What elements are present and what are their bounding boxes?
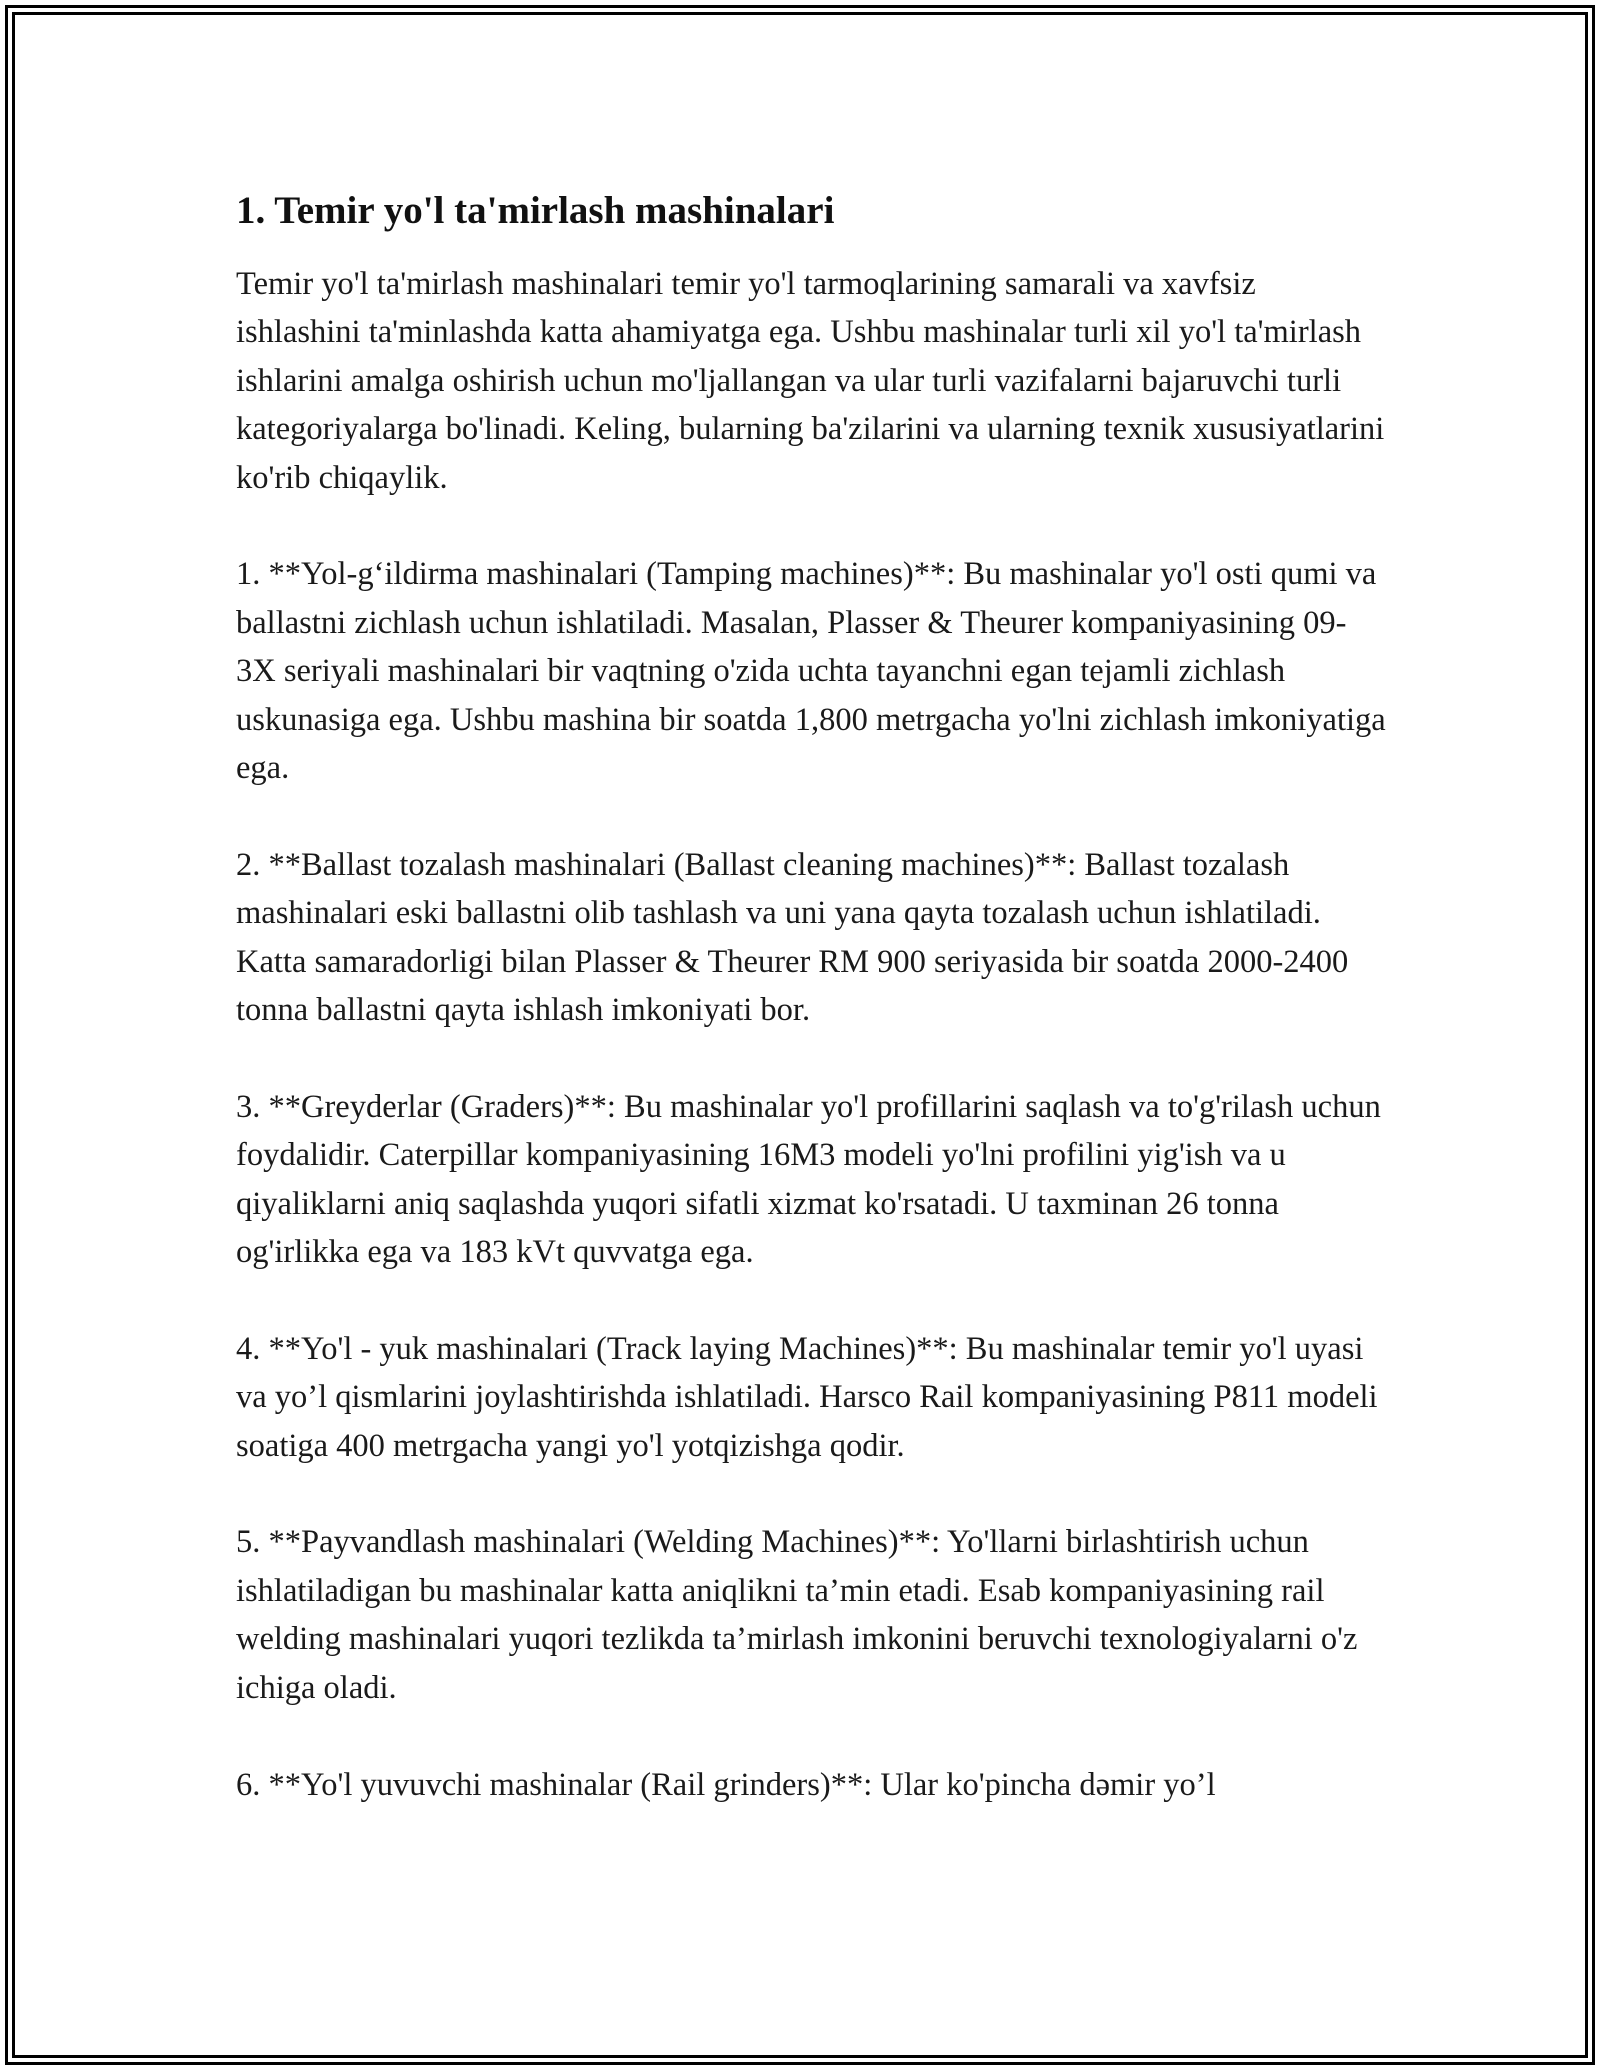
- list-item-welding: 5. **Payvandlash mashinalari (Welding Machines)**: Yo'llarni birlashtirish uchun ishlatiladigan bu mashinalar katta aniqlikni ta’min etadi. Esab kompaniyasining rail welding mashinalari yuqori tezlikda ta’mirlash imkonini beruvchi texnologiyalarni o'z ichiga oladi.: [236, 1524, 1358, 1706]
- list-item-tamping: 1. **Yol-g‘ildirma mashinalari (Tamping machines)**: Bu mashinalar yo'l osti qumi va ballastni zichlash uchun ishlatiladi. Masalan, Plasser & Theurer kompaniyasining 09-3X seriyali mashinalari bir vaqtning o'zida uchta tayanchni egan tejamli zichlash uskunasiga ega. Ushbu mashina bir soatda 1,800 metrgacha yo'lni zichlash imkoniyatiga ega.: [236, 556, 1386, 787]
- list-item-graders: 3. **Greyderlar (Graders)**: Bu mashinalar yo'l profillarini saqlash va to'g'rilash uchun foydalidir. Caterpillar kompaniyasining 16M3 modeli yo'lni profilini yig'ish va u qiyaliklarni aniq saqlashda yuqori sifatli xizmat ko'rsatadi. U taxminan 26 tonna og'irlikka ega va 183 kVt quvvatga ega.: [236, 1088, 1381, 1271]
- document-title: 1. Temir yo'l ta'mirlash mashinalari: [236, 189, 835, 232]
- document-body: [236, 186, 1386, 1809]
- list-item-ballast-cleaning: 2. **Ballast tozalash mashinalari (Ballast cleaning machines)**: Ballast tozalash mashinalari eski ballastni olib tashlash va uni yana qayta tozalash uchun ishlatiladi. Katta samaradorligi bilan Plasser & Theurer RM 900 seriyasida bir soatda 2000-2400 tonna ballastni qayta ishlash imkoniyati bor.: [236, 846, 1349, 1029]
- intro-paragraph: Temir yo'l ta'mirlash mashinalari temir yo'l tarmoqlarining samarali va xavfsiz ishlashini ta'minlashda katta ahamiyatga ega. Ushbu mashinalar turli xil yo'l ta'mirlash ishlarini amalga oshirish uchun mo'ljallangan va ular turli vazifalarni bajaruvchi turli kategoriyalarga bo'linadi. Keling, bularning ba'zilarini va ularning texnik xususiyatlarini ko'rib chiqaylik.: [236, 266, 1385, 496]
- list-item-rail-grinders: 6. **Yo'l yuvuvchi mashinalar (Rail grinders)**: Ular ko'pincha dəmir yo’l: [236, 1766, 1216, 1803]
- list-item-track-laying: 4. **Yo'l - yuk mashinalari (Track laying Machines)**: Bu mashinalar temir yo'l uyasi va yo’l qismlarini joylashtirishda ishlatiladi. Harsco Rail kompaniyasining P811 modeli soatiga 400 metrgacha yangi yo'l yotqizishga qodir.: [236, 1330, 1378, 1464]
